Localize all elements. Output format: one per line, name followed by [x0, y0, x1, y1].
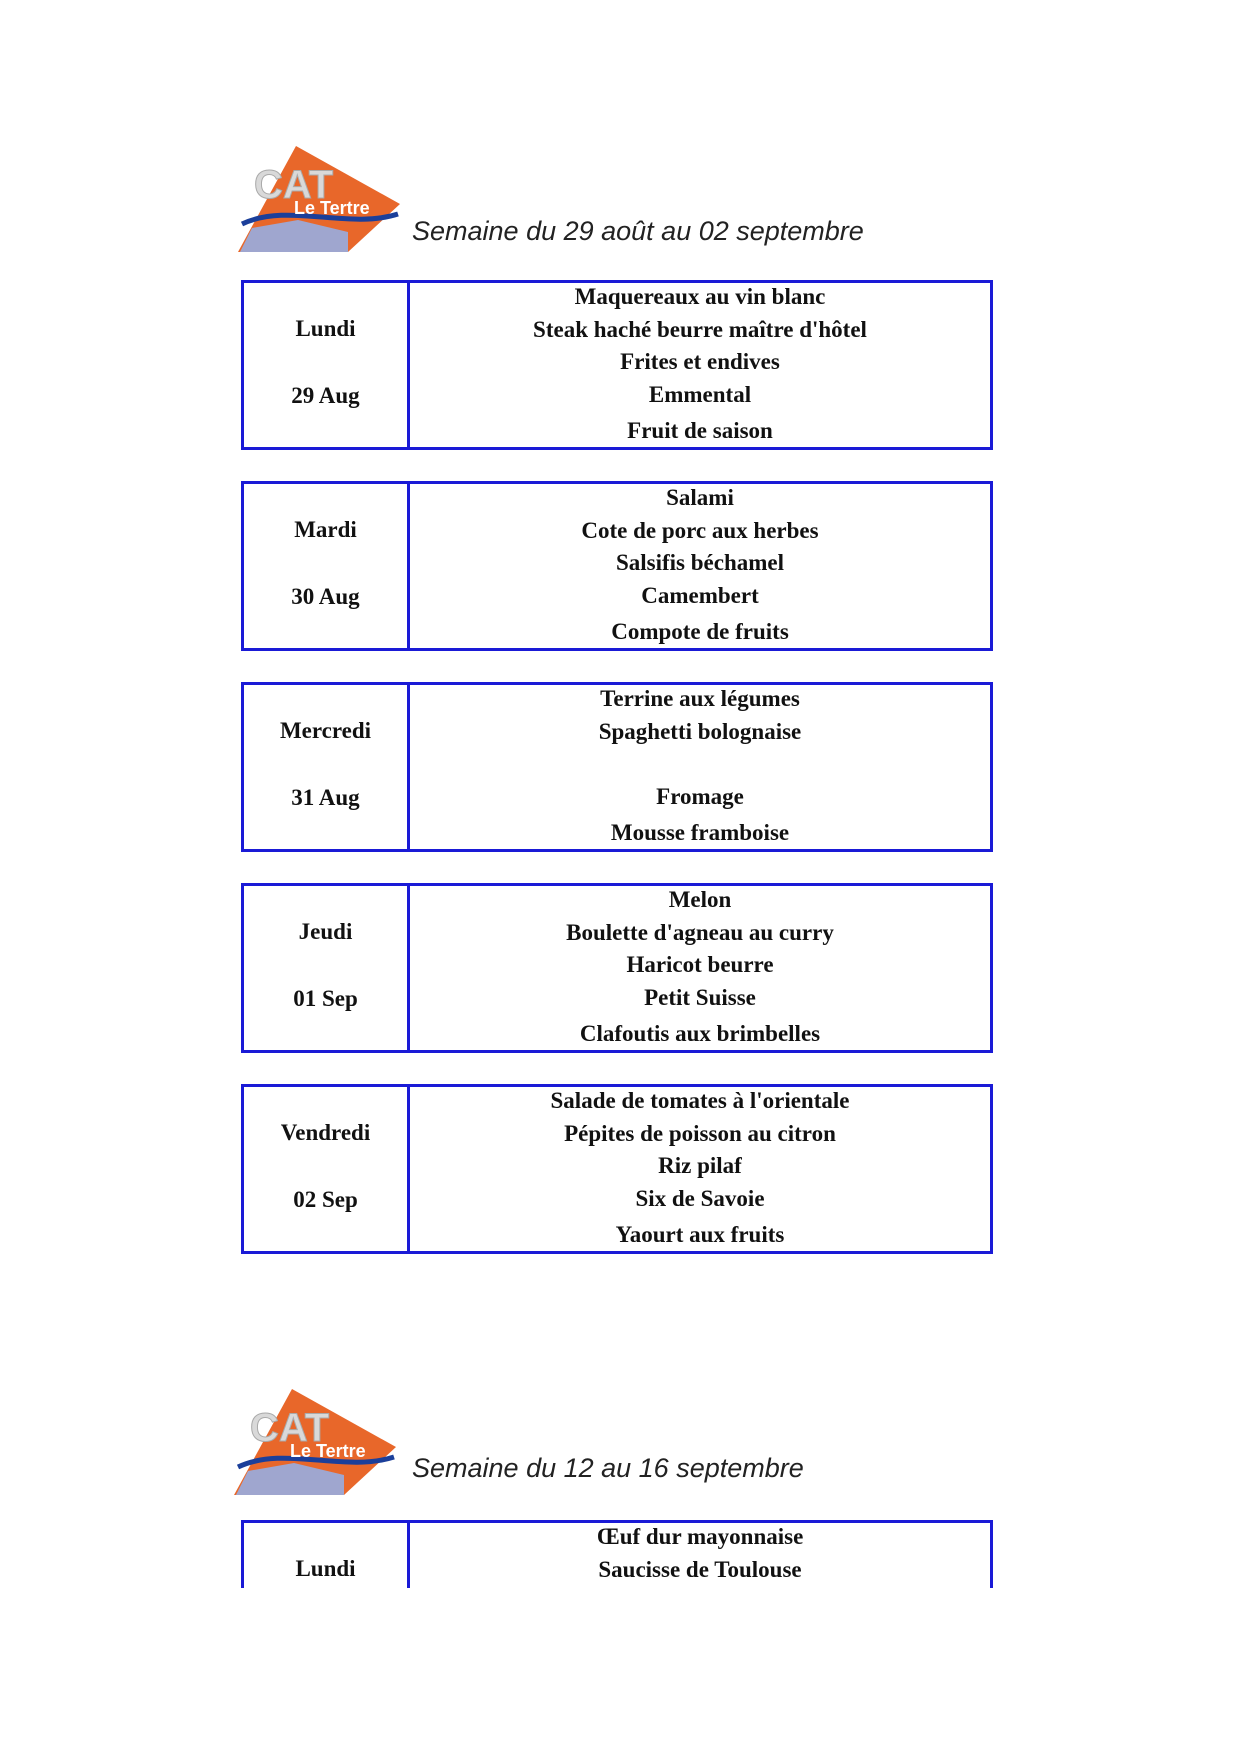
day-name: Vendredi — [280, 1120, 371, 1145]
week-title: Semaine du 12 au 16 septembre — [412, 1453, 804, 1483]
day-row-mardi — [241, 481, 993, 651]
dish-list — [410, 1523, 990, 1588]
dish-starter: Œuf dur mayonnaise — [596, 1524, 804, 1549]
dish-dessert: Compote de fruits — [611, 619, 789, 644]
day-date: 01 Sep — [293, 986, 358, 1011]
svg-text:Le Tertre: Le Tertre — [294, 198, 370, 218]
dish-dessert: Clafoutis aux brimbelles — [579, 1021, 821, 1046]
day-name: Mercredi — [279, 718, 372, 743]
day-date: 30 Aug — [291, 584, 360, 609]
svg-text:CAT: CAT — [250, 1406, 330, 1450]
dish-starter: Maquereaux au vin blanc — [574, 284, 826, 309]
day-row-vendredi — [241, 1084, 993, 1254]
dish-starter: Terrine aux légumes — [600, 686, 800, 711]
week-header — [0, 1383, 1241, 1503]
dish-main: Pépites de poisson au citron — [564, 1121, 836, 1146]
dish-cheese: Six de Savoie — [635, 1186, 765, 1211]
dish-dessert: Fruit de saison — [627, 418, 773, 443]
day-row-jeudi — [241, 883, 993, 1053]
dish-side: Salsifis béchamel — [615, 550, 785, 575]
dish-list — [410, 886, 990, 1050]
dish-dessert: Yaourt aux fruits — [615, 1222, 785, 1247]
day-row-clip — [0, 1520, 1241, 1588]
dish-main: Boulette d'agneau au curry — [566, 920, 834, 945]
cat-le-tertre-logo — [234, 1383, 404, 1497]
dish-starter: Salade de tomates à l'orientale — [550, 1088, 850, 1113]
dish-cheese: Emmental — [648, 382, 752, 407]
cat-le-tertre-logo — [238, 140, 408, 254]
dish-starter: Salami — [666, 485, 734, 510]
dish-list — [410, 685, 990, 849]
dish-side: Frites et endives — [620, 349, 780, 374]
dish-cheese: Fromage — [656, 784, 744, 809]
svg-text:CAT: CAT — [254, 163, 334, 207]
dish-starter: Melon — [668, 887, 732, 912]
day-name: Lundi — [295, 316, 356, 341]
dish-list — [410, 1087, 990, 1251]
day-date: 29 Aug — [291, 383, 360, 408]
dish-list — [410, 283, 990, 447]
dish-list — [410, 484, 990, 648]
week-header — [0, 140, 1241, 260]
day-date: 31 Aug — [291, 785, 360, 810]
dish-main: Cote de porc aux herbes — [581, 518, 819, 543]
dish-main: Steak haché beurre maître d'hôtel — [533, 317, 867, 342]
dish-cheese: Petit Suisse — [644, 985, 756, 1010]
day-name: Lundi — [295, 1556, 356, 1581]
day-row-lundi — [241, 280, 993, 450]
dish-side: Riz pilaf — [658, 1153, 742, 1178]
day-date: 02 Sep — [293, 1187, 358, 1212]
day-row-lundi — [241, 1520, 993, 1588]
day-name: Mardi — [294, 517, 357, 542]
week-title: Semaine du 29 août au 02 septembre — [412, 216, 864, 246]
dish-cheese: Camembert — [641, 583, 759, 608]
day-name: Jeudi — [298, 919, 353, 944]
svg-text:Le Tertre: Le Tertre — [290, 1441, 366, 1461]
dish-main: Saucisse de Toulouse — [598, 1557, 802, 1582]
dish-side: Haricot beurre — [626, 952, 774, 977]
dish-dessert: Mousse framboise — [610, 820, 790, 845]
day-row-mercredi — [241, 682, 993, 852]
dish-main: Spaghetti bolognaise — [598, 719, 802, 744]
